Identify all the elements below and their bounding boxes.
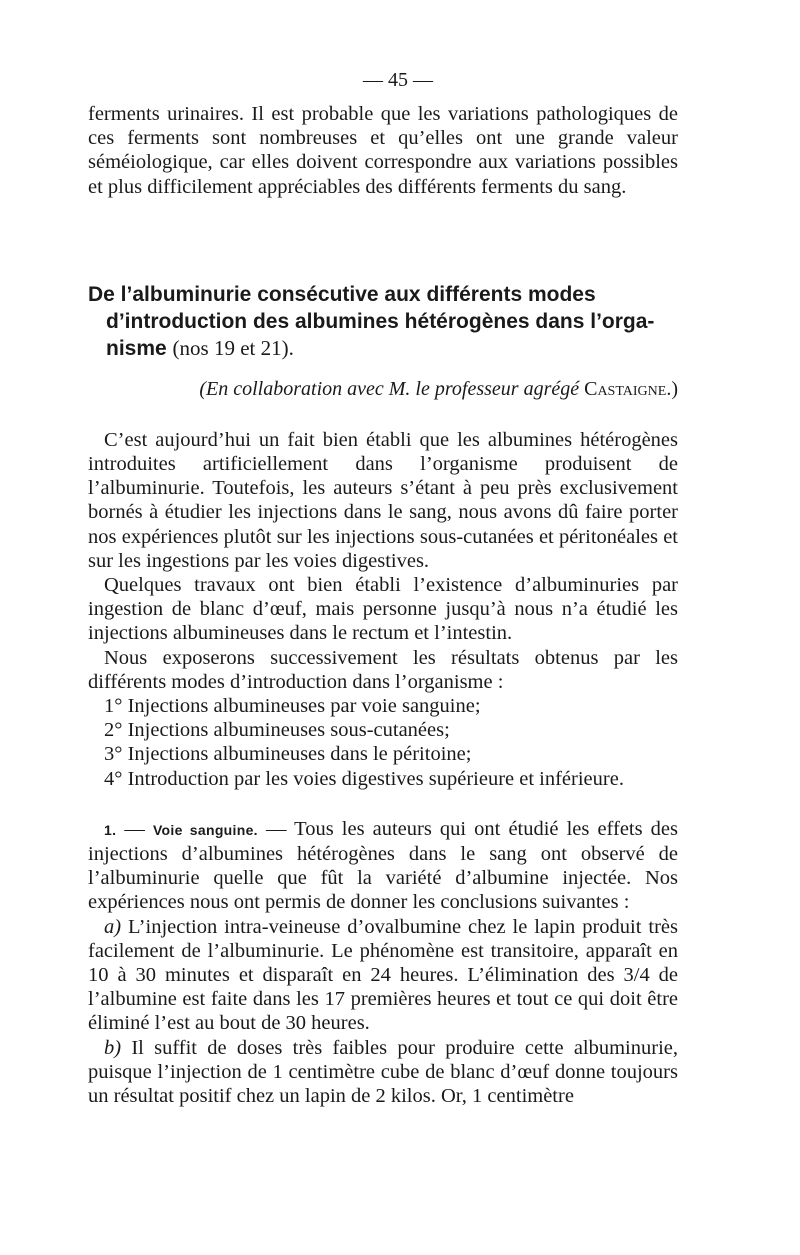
section-one-dash: —: [124, 817, 145, 840]
page-number: — 45 —: [363, 69, 433, 91]
finding-a-label: a): [104, 915, 122, 938]
section-heading-line1: De l’albuminurie consécutive aux différents modes: [88, 282, 596, 306]
body-paragraph-1: C’est aujourd’hui un fait bien établi que les albumines hétérogènes introduites artificiellement dans l’organisme produisent de l’albuminurie. Toutefois, les auteurs s’étant à peu près exclusivement bornés à étudier les injections dans le sang, nous avons dû faire porter nos expériences plutôt sur les injections sous-cutanées et péritonéales et sur les ingestions par les voies digestives.: [88, 428, 678, 572]
list-item: 2° Injections albumineuses sous-cutanées;: [104, 719, 450, 742]
list-item: 1° Injections albumineuses par voie sanguine;: [104, 695, 481, 718]
section-one-number: 1.: [104, 821, 117, 838]
intro-paragraph: ferments urinaires. Il est probable que les variations pathologiques de ces ferments sont nombreuses et qu’elles ont une grande valeur séméiologique, car elles doivent correspondre aux variations possibles et plus difficilement appréciables des différents ferments du sang.: [88, 103, 678, 198]
section-one-title: Voie sanguine.: [152, 821, 258, 838]
body-paragraph-2: Quelques travaux ont bien établi l’existence d’albuminuries par ingestion de blanc d’œuf, mais personne jusqu’à nous n’a étudié les injections albumineuses dans le rectum et l’intestin.: [88, 574, 678, 645]
body-paragraph-3: Nous exposerons successivement les résultats obtenus par les différents modes d’introduction dans l’organisme :: [88, 646, 678, 693]
section-heading: [88, 281, 678, 362]
finding-b: [88, 1036, 678, 1109]
section-heading-refs: (nos 19 et 21).: [172, 335, 294, 360]
finding-a: [88, 915, 678, 1036]
collaboration-note: [88, 376, 678, 402]
section-one-paragraph: [88, 817, 678, 915]
document-page: [88, 66, 678, 1108]
list-item: 4° Introduction par les voies digestives supérieure et inférieure.: [104, 767, 624, 790]
section-spacer: [88, 791, 678, 817]
finding-a-text: L’injection intra-veineuse d’ovalbumine chez le lapin produit très facilement de l’albuminurie. Le phénomène est transitoire, apparaît en 10 à 30 minutes et disparaît en 24 heures. L’élimination des 3/4 de l’albumine est faite dans les 17 premières heures et tout ce qui doit être éliminé l’est au bout de 30 heures.: [88, 915, 678, 1035]
collaboration-text: (En collaboration avec M. le professeur agrégé: [199, 377, 580, 400]
finding-b-label: b): [104, 1036, 122, 1059]
collaboration-close: .): [666, 377, 678, 400]
section-heading-line2: d’introduction des albumines hétérogènes dans l’orga-: [106, 309, 655, 333]
list-item: 3° Injections albumineuses dans le péritoine;: [104, 743, 472, 766]
finding-b-text: Il suffit de doses très faibles pour produire cette albuminurie, puisque l’injection de 1 centimètre cube de blanc d’œuf donne toujours un résultat positif chez un lapin de 2 kilos. Or, 1 centimètre: [88, 1036, 678, 1108]
section-heading-word: nisme: [106, 336, 167, 360]
collaborator-name: Castaigne: [584, 377, 667, 400]
section-heading-line3: [88, 335, 678, 362]
section-one-text: — Tous les auteurs qui ont étudié les effets des injections d’albumines hétérogènes dans le sang ont observé de l’albuminurie quelle que fût la variété d’albumine injectée. Nos expériences nous ont permis de donner les conclusions suivantes :: [88, 817, 679, 914]
